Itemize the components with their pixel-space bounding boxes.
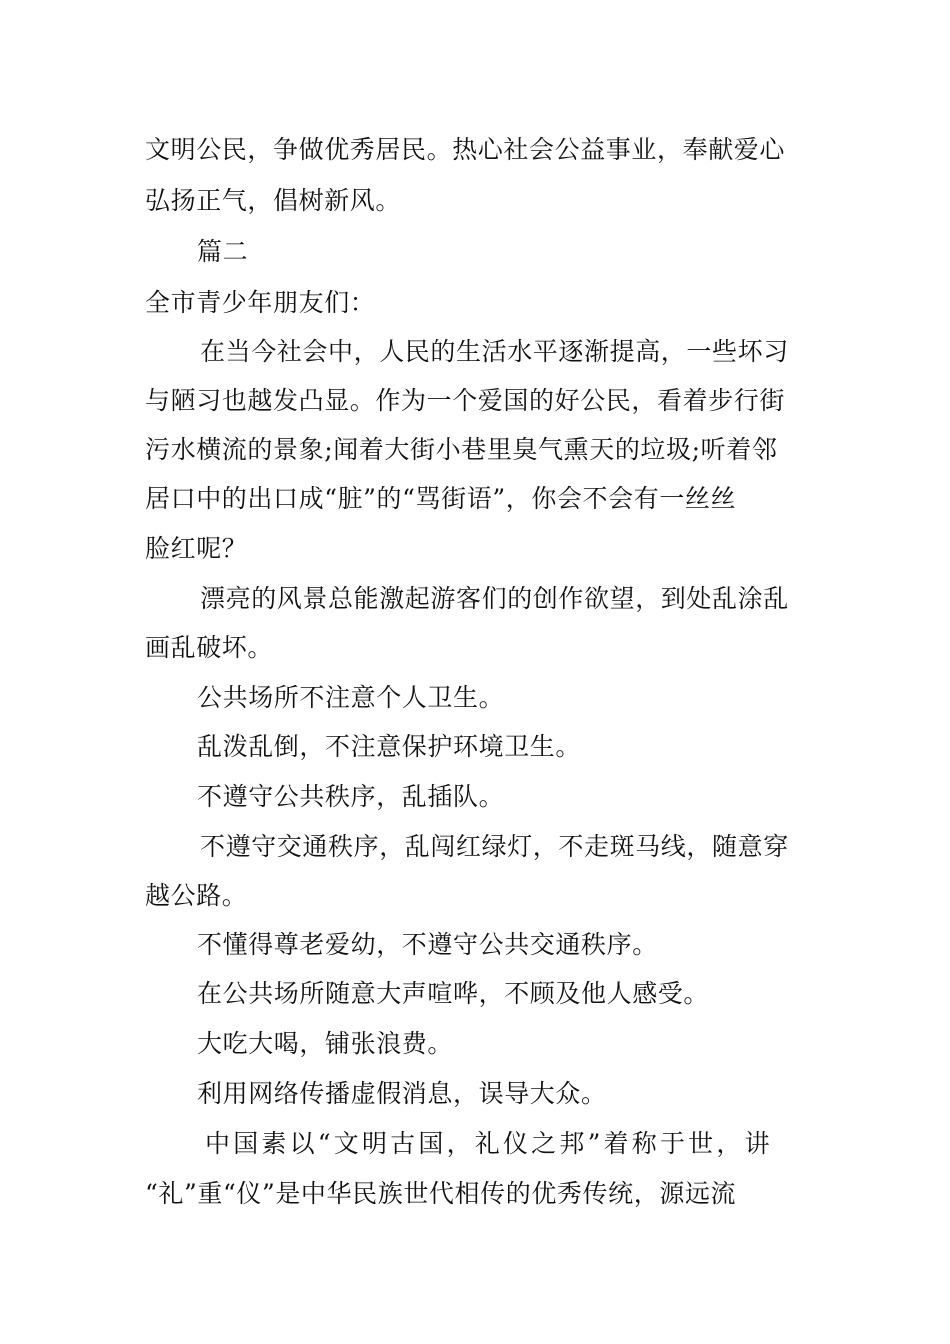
paragraph-line: 利用网络传播虚假消息，误导大众。 bbox=[197, 1079, 607, 1108]
paragraph-line: 画乱破坏。 bbox=[145, 633, 274, 662]
salutation: 全市青少年朋友们： bbox=[145, 288, 376, 317]
paragraph-line: 弘扬正气，倡树新风。 bbox=[145, 186, 402, 215]
paragraph-line: 文明公民，争做优秀居民。热心社会公益事业，奉献爱心 bbox=[145, 135, 786, 164]
paragraph-line: 公共场所不注意个人卫生。 bbox=[197, 683, 505, 712]
paragraph-line: 越公路。 bbox=[145, 881, 248, 910]
paragraph-line: 与陋习也越发凸显。作为一个爱国的好公民，看着步行街 bbox=[145, 386, 786, 415]
paragraph-line: 乱泼乱倒，不注意保护环境卫生。 bbox=[197, 732, 582, 761]
section-heading: 篇二 bbox=[197, 237, 249, 266]
paragraph-line: 在当今社会中，人民的生活水平逐渐提高，一些坏习 bbox=[200, 337, 789, 366]
paragraph-line: 不遵守公共秩序，乱插队。 bbox=[197, 782, 505, 811]
paragraph-line: 居口中的出口成“脏”的“骂街语”，你会不会有一丝丝 bbox=[145, 484, 737, 513]
paragraph-line: 不遵守交通秩序，乱闯红绿灯，不走斑马线，随意穿 bbox=[200, 832, 789, 861]
paragraph-line: 中国素以“文明古国，礼仪之邦”着称于世，讲 bbox=[205, 1129, 773, 1158]
paragraph-line: 漂亮的风景总能激起游客们的创作欲望，到处乱涂乱 bbox=[200, 584, 789, 613]
paragraph-line: 脸红呢？ bbox=[145, 534, 248, 563]
paragraph-line: 污水横流的景象;闻着大街小巷里臭气熏天的垃圾;听着邻 bbox=[145, 435, 778, 464]
paragraph-line: 不懂得尊老爱幼，不遵守公共交通秩序。 bbox=[197, 930, 658, 959]
paragraph-line: “礼”重“仪”是中华民族世代相传的优秀传统，源远流 bbox=[145, 1179, 737, 1208]
paragraph-line: 大吃大喝，铺张浪费。 bbox=[197, 1029, 454, 1058]
paragraph-line: 在公共场所随意大声喧哗，不顾及他人感受。 bbox=[197, 979, 710, 1008]
